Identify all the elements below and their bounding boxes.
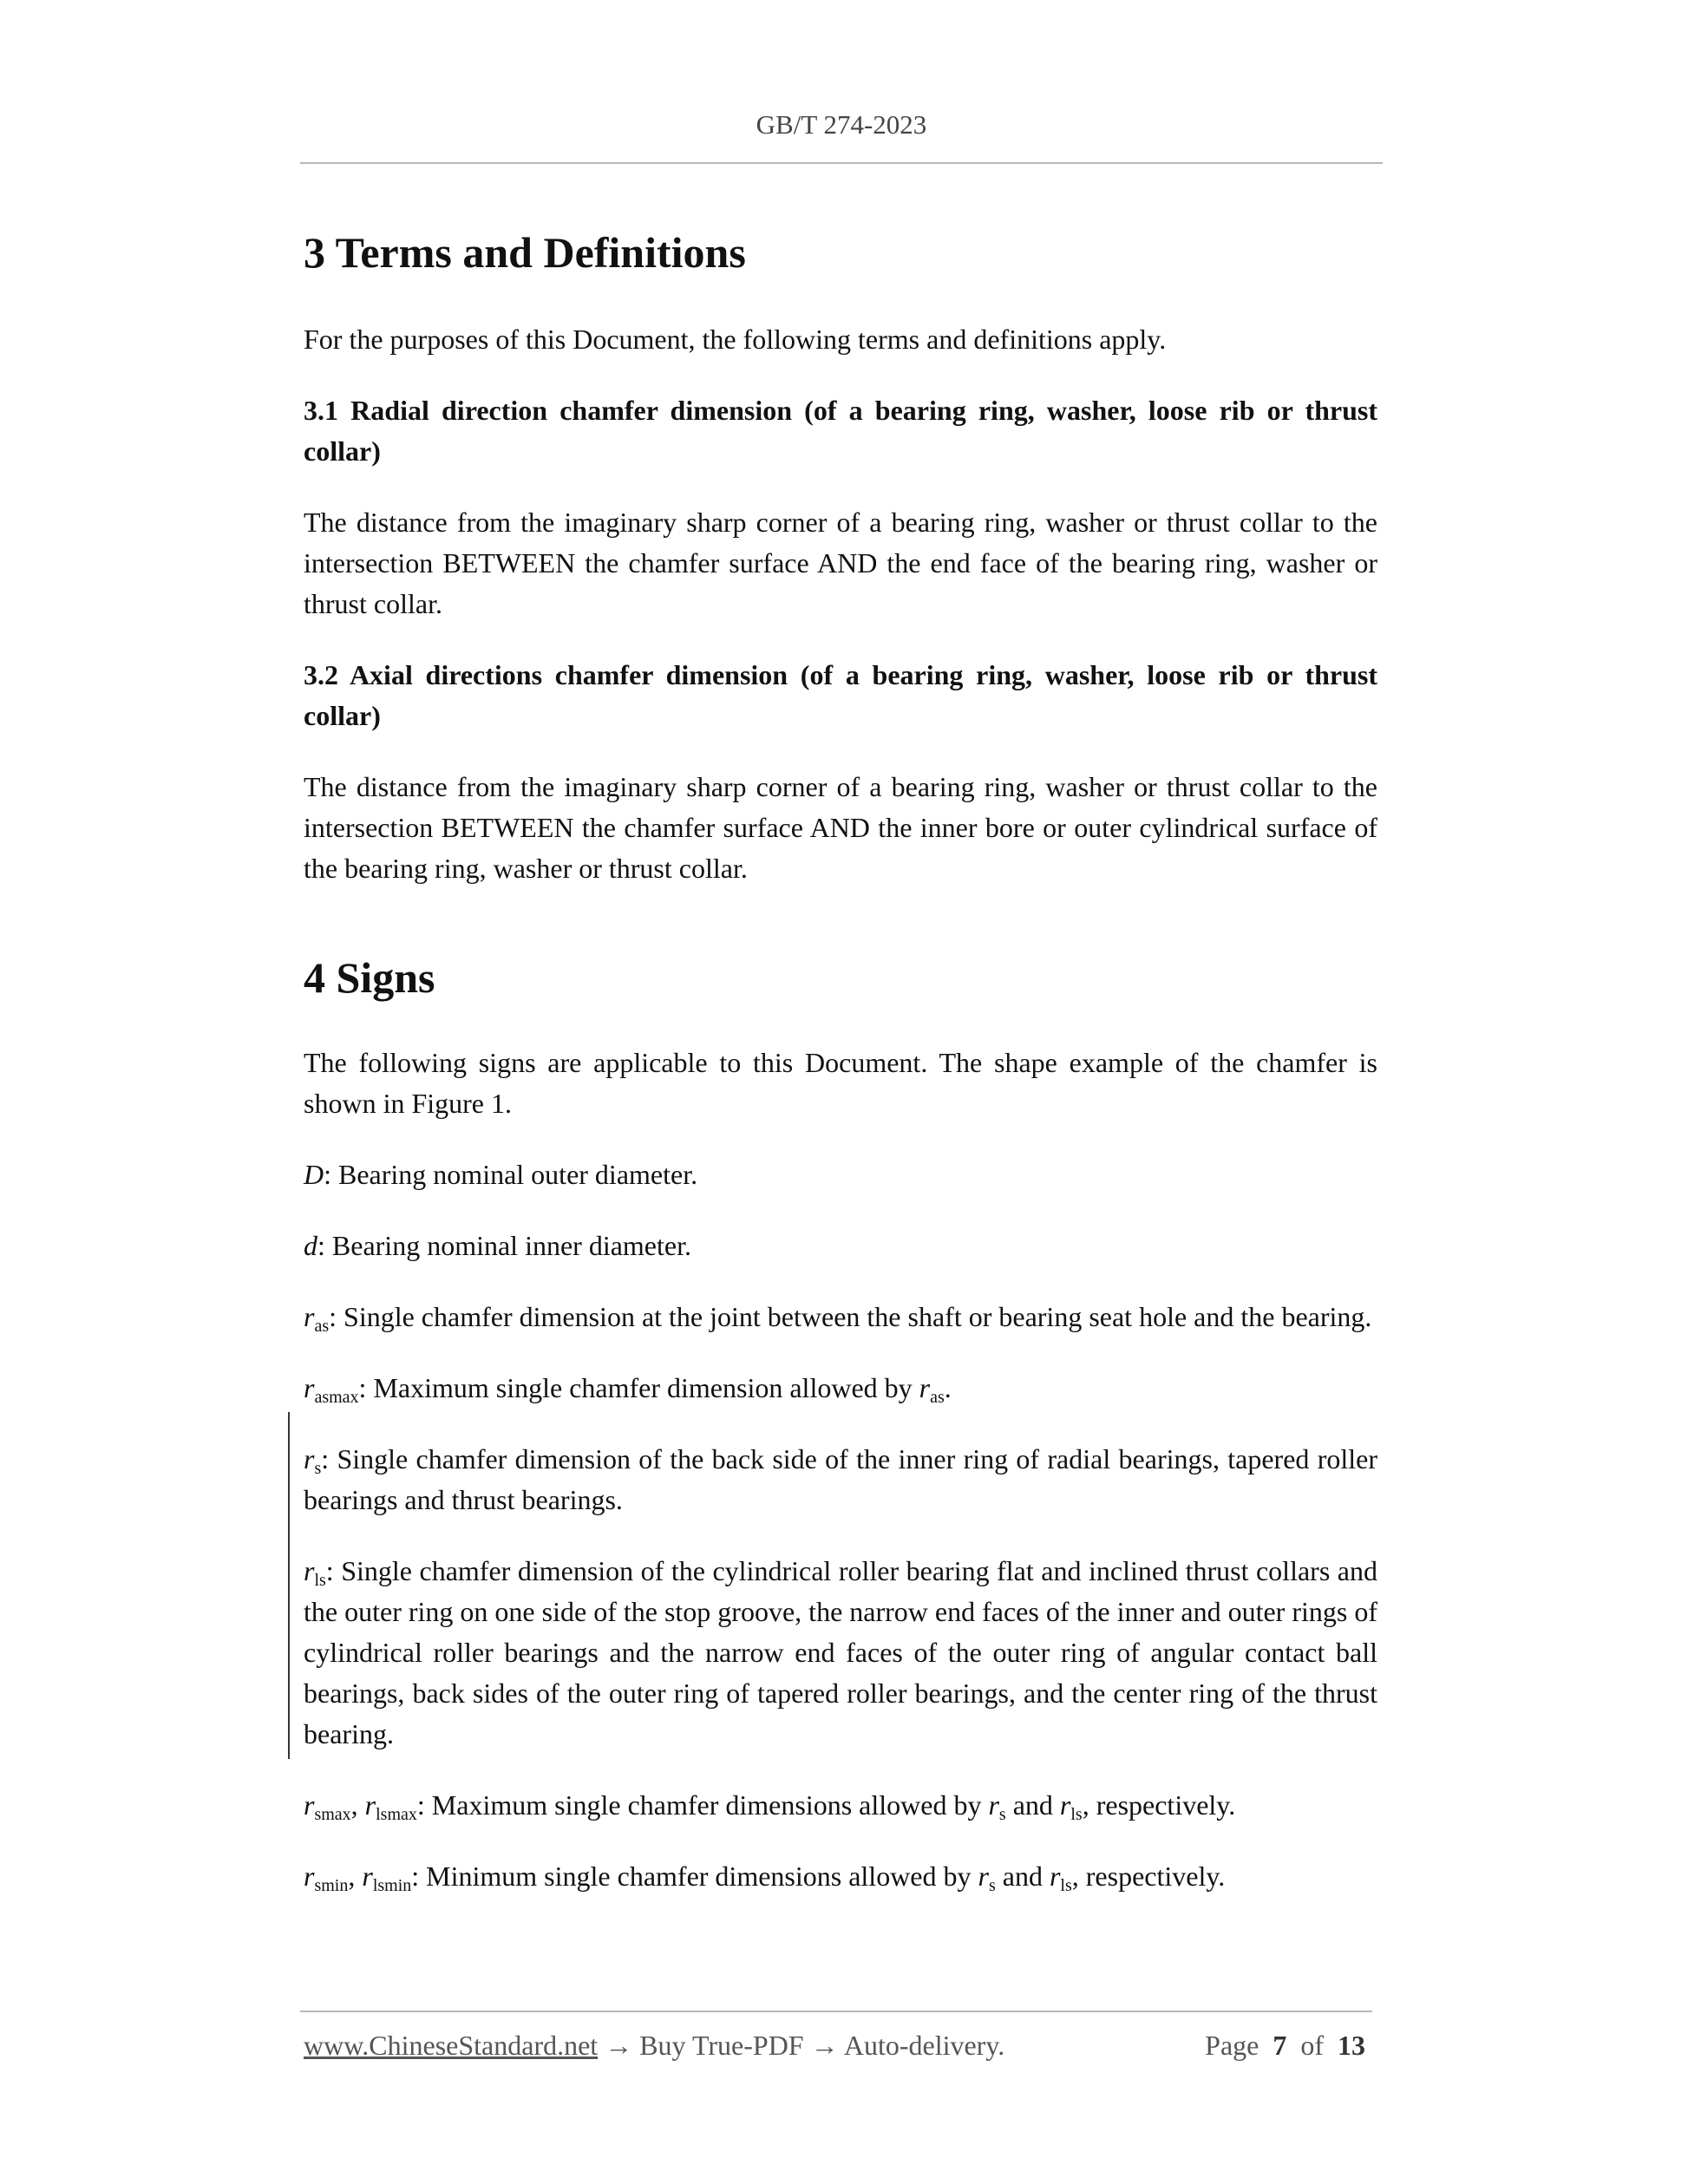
term-3-1-definition: The distance from the imaginary sharp corner of a bearing ring, washer or thrust collar to the intersection BETWEEN the chamfer surface AND the end face of the bearing ring, washer or thrust collar. — [304, 507, 1377, 619]
page-footer — [304, 2030, 1369, 2062]
total-pages: 13 — [1338, 2030, 1365, 2061]
page-content — [304, 222, 1377, 1897]
symbol: r — [304, 1789, 315, 1821]
ref-subscript: s — [998, 1805, 1006, 1824]
symbol-subscript: smin — [314, 1876, 349, 1895]
document-id-header: GB/T 274-2023 — [756, 109, 927, 140]
of-label: of — [1300, 2030, 1324, 2061]
sign-rs — [304, 1439, 1377, 1520]
section-3-heading: 3 Terms and Definitions — [304, 228, 746, 277]
sign-D — [304, 1154, 1377, 1195]
website-link[interactable]: www.ChineseStandard.net — [304, 2030, 599, 2061]
sign-end: , respectively. — [1071, 1860, 1226, 1892]
sign-text: : Maximum single chamfer dimension allowed by — [358, 1372, 919, 1403]
section-4-intro: The following signs are applicable to this Document. The shape example of the chamfer is shown in Figure 1. — [304, 1047, 1377, 1119]
sign-d — [304, 1226, 1377, 1266]
term-3-2-title: 3.2 Axial directions chamfer dimension (of a bearing ring, washer, loose rib or thrust collar) — [304, 659, 1377, 731]
current-page: 7 — [1273, 2030, 1287, 2061]
auto-delivery-text: Auto-delivery. — [843, 2030, 1005, 2061]
symbol-subscript: lsmax — [376, 1805, 417, 1824]
symbol: r — [304, 1443, 315, 1475]
sign-text: : Bearing nominal outer diameter. — [324, 1159, 698, 1190]
symbol: d — [304, 1230, 317, 1261]
separator: , — [350, 1789, 365, 1821]
symbol: r — [362, 1860, 373, 1892]
section-3-intro: For the purposes of this Document, the following terms and definitions apply. — [304, 324, 1167, 355]
sign-text: : Minimum single chamfer dimensions allowed by — [411, 1860, 978, 1892]
ref-subscript: as — [930, 1388, 945, 1407]
conjunction: and — [995, 1860, 1050, 1892]
symbol: r — [304, 1372, 315, 1403]
sign-rmax — [304, 1785, 1377, 1826]
sign-text: : Maximum single chamfer dimensions allowed by — [416, 1789, 989, 1821]
sign-rasmax — [304, 1368, 1377, 1409]
sign-text: : Single chamfer dimension at the joint between the shaft or bearing seat hole and the bearing. — [329, 1301, 1372, 1332]
term-3-2-definition: The distance from the imaginary sharp corner of a bearing ring, washer or thrust collar to the intersection BETWEEN the chamfer surface AND the inner bore or outer cylindrical surface of the bearing ring, washer or thrust collar. — [304, 771, 1377, 884]
symbol: r — [304, 1301, 315, 1332]
ref-subscript: ls — [1070, 1805, 1083, 1824]
sign-text: : Single chamfer dimension of the cylindrical roller bearing flat and inclined thrust collars and the outer ring on one side of the stop groove, the narrow end faces of the inner and outer rings of cylindrical roller bearings and the narrow end faces of the outer ring of angular contact ball bearings, back sides of the outer ring of tapered roller bearings, and the center ring of the thrust bearing. — [304, 1555, 1377, 1749]
ref-symbol: r — [978, 1860, 989, 1892]
sign-rls — [304, 1551, 1377, 1755]
sign-text: : Bearing nominal inner diameter. — [317, 1230, 691, 1261]
sign-text: : Single chamfer dimension of the back side of the inner ring of radial bearings, tapered roller bearings and thrust bearings. — [304, 1443, 1377, 1515]
section-4-heading: 4 Signs — [304, 953, 435, 1002]
symbol: r — [304, 1860, 315, 1892]
page-number — [1205, 2030, 1365, 2062]
symbol-subscript: asmax — [314, 1388, 359, 1407]
header-divider — [300, 162, 1383, 164]
page-label: Page — [1205, 2030, 1259, 2061]
ref-symbol: r — [1049, 1860, 1061, 1892]
ref-symbol: r — [1059, 1789, 1071, 1821]
ref-symbol: r — [988, 1789, 999, 1821]
symbol: r — [304, 1555, 315, 1586]
symbol: D — [304, 1159, 324, 1190]
symbol: r — [364, 1789, 376, 1821]
separator: , — [348, 1860, 363, 1892]
ref-subscript: s — [988, 1876, 996, 1895]
symbol-subscript: ls — [314, 1571, 326, 1590]
sign-end: , respectively. — [1082, 1789, 1236, 1821]
sign-rmin — [304, 1856, 1377, 1897]
sign-ras — [304, 1297, 1377, 1337]
buy-pdf-text: Buy True-PDF — [639, 2030, 804, 2061]
symbol-subscript: as — [314, 1317, 330, 1336]
ref-symbol: r — [919, 1372, 931, 1403]
revision-change-bar — [288, 1412, 290, 1759]
symbol-subscript: smax — [314, 1805, 351, 1824]
sign-end: . — [944, 1372, 952, 1403]
ref-subscript: ls — [1060, 1876, 1072, 1895]
conjunction: and — [1005, 1789, 1060, 1821]
symbol-subscript: lsmin — [372, 1876, 412, 1895]
arrow-right-icon: → — [810, 2030, 839, 2061]
term-3-1-title: 3.1 Radial direction chamfer dimension (of a bearing ring, washer, loose rib or thrust collar) — [304, 395, 1377, 467]
arrow-right-icon: → — [605, 2030, 633, 2061]
footer-divider — [300, 2011, 1372, 2012]
symbol-subscript: s — [314, 1459, 322, 1478]
